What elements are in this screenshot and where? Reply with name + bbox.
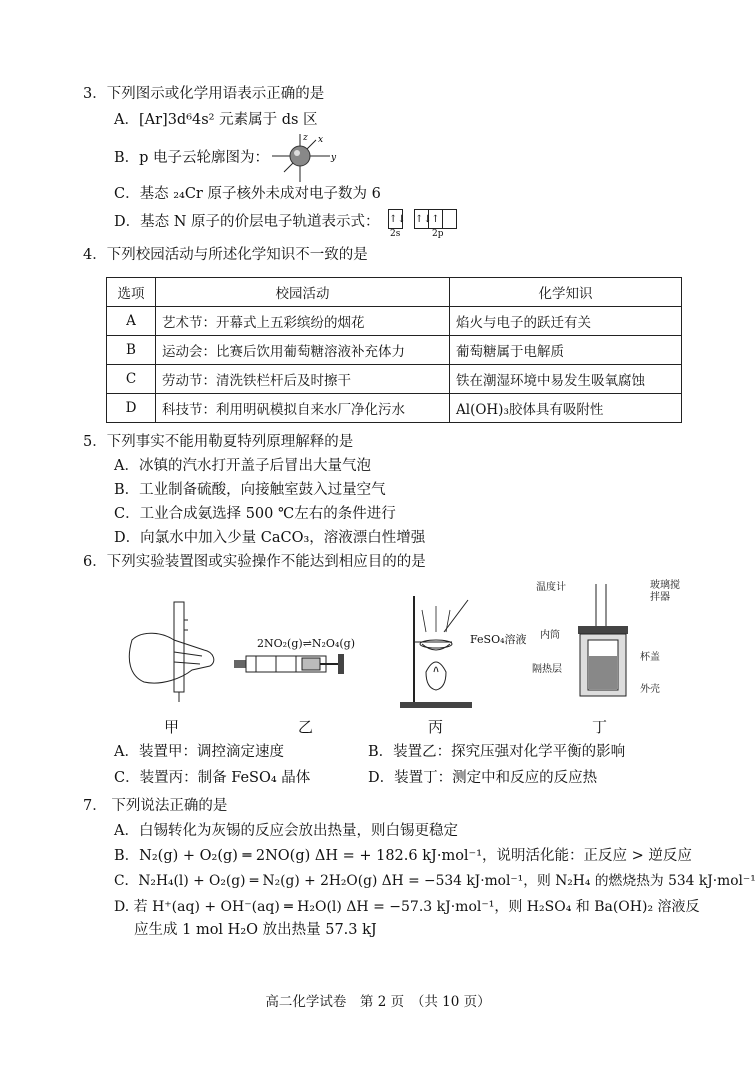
caption-yi: 乙 <box>298 718 314 736</box>
caption-jia: 甲 <box>164 718 180 736</box>
table-header: 选项 <box>107 278 156 307</box>
orbital-box-2s: ↑↓ <box>388 209 403 229</box>
q7-option-c: C．N₂H₄(l) + O₂(g) ═ N₂(g) + 2H₂O(g) ΔH = −534 kJ·mol⁻¹，则 N₂H₄ 的燃烧热为 534 kJ·mol⁻¹ <box>114 873 756 889</box>
q5-option-c: C．工业合成氨选择 500 ℃左右的条件进行 <box>114 506 396 522</box>
page-footer: 高二化学试卷 第 2 页 （共 10 页） <box>265 994 491 1010</box>
q7-stem: 7． 下列说法正确的是 <box>83 798 228 814</box>
p-orbital-figure <box>268 132 338 184</box>
orbital-box-2p-2: ↑ <box>428 209 443 229</box>
table-cell: 葡萄糖属于电解质 <box>450 336 682 365</box>
fig-yi-label: 2NO₂(g)⇌N₂O₄(g) <box>257 637 355 650</box>
fig-bing-label: FeSO₄溶液 <box>470 633 527 646</box>
q7-option-a: A．白锡转化为灰锡的反应会放出热量，则白锡更稳定 <box>114 823 458 839</box>
table-cell: 艺术节：开幕式上五彩缤纷的烟花 <box>156 307 450 336</box>
table-cell: C <box>107 365 156 394</box>
table-cell: B <box>107 336 156 365</box>
q3-option-b-text: B．p 电子云轮廓图为： <box>114 150 270 166</box>
q3-option-b <box>114 148 269 168</box>
table-row <box>107 307 682 336</box>
caption-bing: 丙 <box>428 718 444 736</box>
fig-ding-label-lid: 杯盖 <box>640 652 660 663</box>
q7-option-d-line1: D. 若 H⁺(aq) + OH⁻(aq) ═ H₂O(l) ΔH = −57.3 kJ·mol⁻¹，则 H₂SO₄ 和 Ba(OH)₂ 溶液反 <box>114 899 700 915</box>
table-cell: 运动会：比赛后饮用葡萄糖溶液补充体力 <box>156 336 450 365</box>
fig-ding-label-shell: 外壳 <box>640 684 660 695</box>
table-cell: A <box>107 307 156 336</box>
orbital-label-2s: 2s <box>390 229 401 239</box>
q6-option-c: C．装置丙：制备 FeSO₄ 晶体 <box>114 770 311 786</box>
q5-stem: 5．下列事实不能用勒夏特列原理解释的是 <box>83 434 354 450</box>
table-cell: D <box>107 394 156 423</box>
q3-option-a: A．[Ar]3d⁶4s² 元素属于 ds 区 <box>114 112 318 128</box>
fig-ding-label-insulation: 隔热层 <box>532 664 562 675</box>
q5-option-d: D．向氯水中加入少量 CaCO₃，溶液漂白性增强 <box>114 530 426 546</box>
table-row <box>107 394 682 423</box>
orbital-box-2p-1: ↑↓ <box>414 209 429 229</box>
q4-stem: 4．下列校园活动与所述化学知识不一致的是 <box>83 247 368 263</box>
figure-jia-burette <box>122 600 232 705</box>
q6-stem: 6．下列实验装置图或实验操作不能达到相应目的的是 <box>83 554 426 570</box>
fig-ding-label-stirrer: 玻璃搅拌器 <box>650 580 680 603</box>
table-cell: 劳动节：清洗铁栏杆后及时擦干 <box>156 365 450 394</box>
q6-option-b: B．装置乙：探究压强对化学平衡的影响 <box>368 744 626 760</box>
fig-ding-label-thermometer: 温度计 <box>536 582 566 593</box>
q6-option-a: A．装置甲：调控滴定速度 <box>114 744 284 760</box>
table-header: 校园活动 <box>156 278 450 307</box>
q3-option-c: C．基态 ₂₄Cr 原子核外未成对电子数为 6 <box>114 186 381 202</box>
orbital-box-2p-3 <box>442 209 457 229</box>
q5-option-a: A．冰镇的汽水打开盖子后冒出大量气泡 <box>114 458 371 474</box>
table-row <box>107 336 682 365</box>
q3-option-d: D．基态 N 原子的价层电子轨道表示式： <box>114 214 380 230</box>
fig-ding-label-inner: 内筒 <box>540 630 560 641</box>
caption-ding: 丁 <box>592 718 608 736</box>
svg-text:y: y <box>331 153 337 163</box>
table-header: 化学知识 <box>450 278 682 307</box>
q4-table <box>106 277 682 423</box>
figure-bing-evaporation <box>396 592 476 710</box>
table-cell: Al(OH)₃胶体具有吸附性 <box>450 394 682 423</box>
table-cell: 焰火与电子的跃迁有关 <box>450 307 682 336</box>
figure-ding-calorimeter <box>572 582 642 710</box>
q5-option-b: B．工业制备硫酸，向接触室鼓入过量空气 <box>114 482 386 498</box>
figure-yi-syringe <box>232 652 352 676</box>
orbital-label-2p: 2p <box>432 229 444 239</box>
table-cell: 科技节：利用明矾模拟自来水厂净化污水 <box>156 394 450 423</box>
table-cell: 铁在潮湿环境中易发生吸氧腐蚀 <box>450 365 682 394</box>
table-row <box>107 365 682 394</box>
q6-option-d: D．装置丁：测定中和反应的反应热 <box>368 770 598 786</box>
q7-option-b: B．N₂(g) + O₂(g) ═ 2NO(g) ΔH = + 182.6 kJ·mol⁻¹，说明活化能：正反应 > 逆反应 <box>114 848 692 864</box>
svg-text:z: z <box>303 133 308 143</box>
table-header-row <box>107 278 682 307</box>
orbital-diagram <box>388 209 568 239</box>
svg-text:x: x <box>318 135 324 145</box>
q3-stem: 3．下列图示或化学用语表示正确的是 <box>83 86 325 102</box>
q7-option-d-line2: 应生成 1 mol H₂O 放出热量 57.3 kJ <box>134 922 377 938</box>
